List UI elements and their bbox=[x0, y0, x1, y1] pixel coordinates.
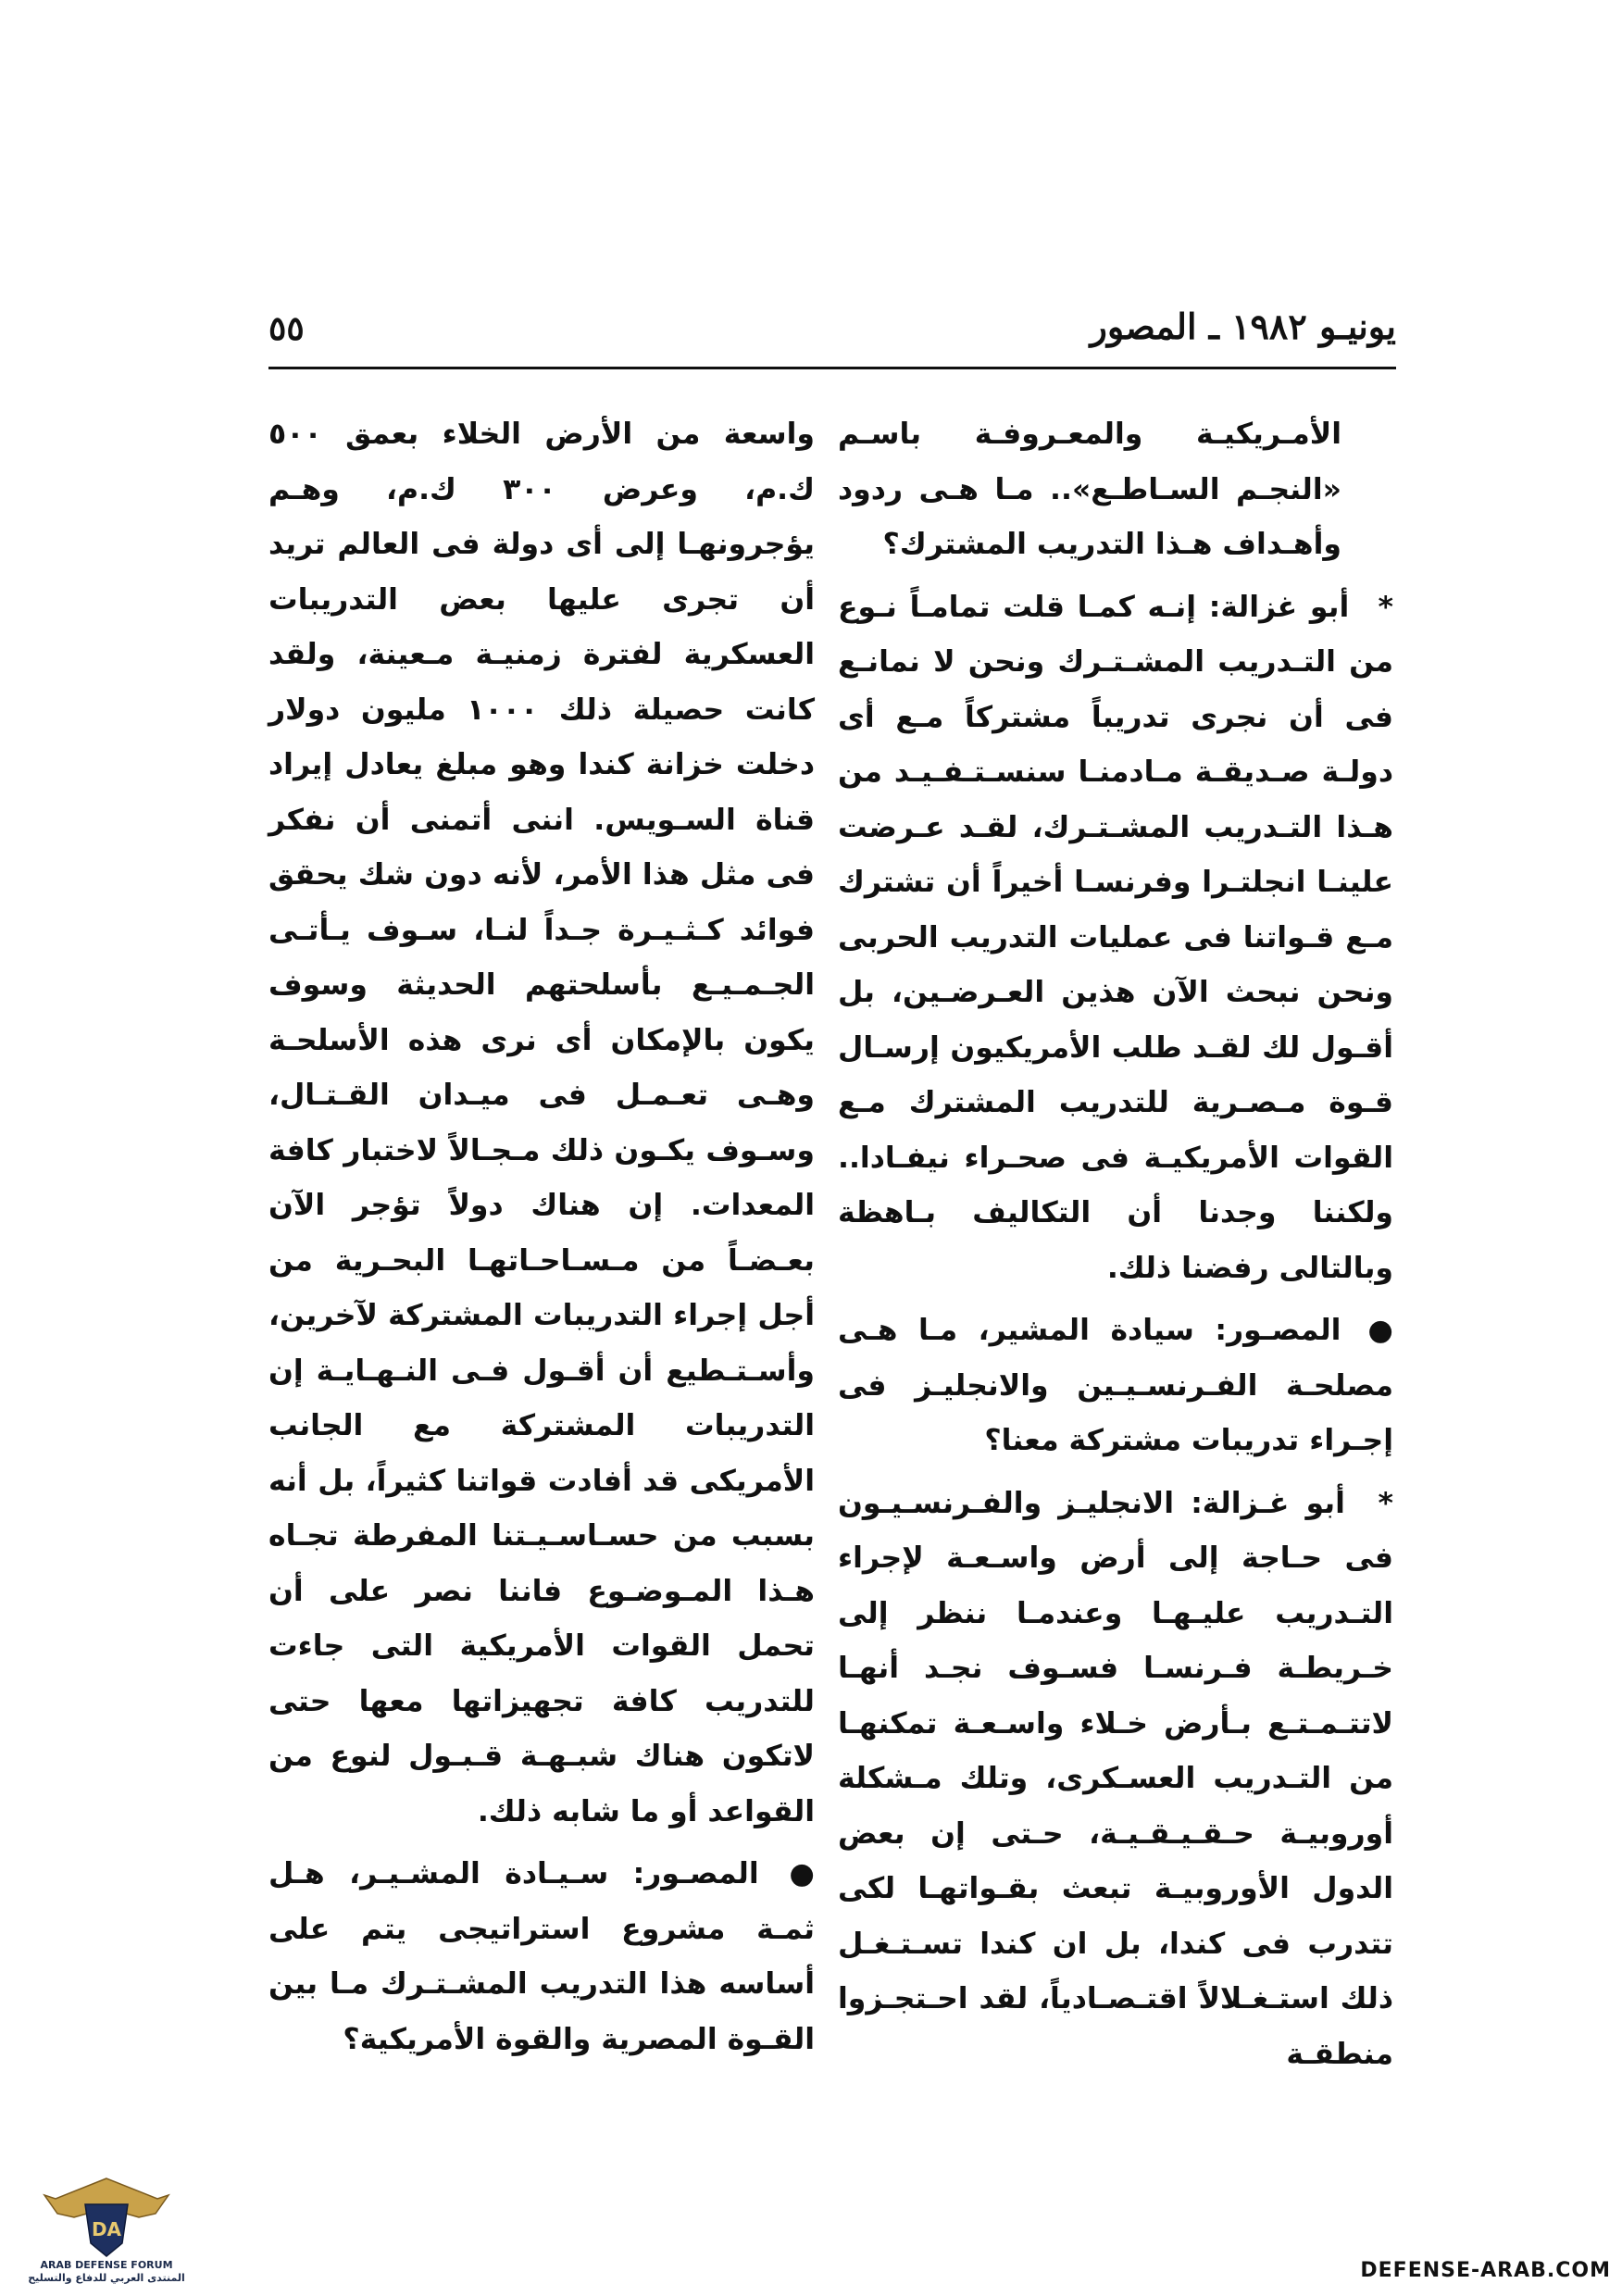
bullet-marker: ● bbox=[1367, 1314, 1394, 1347]
watermark-url: DEFENSE-ARAB.COM bbox=[1360, 2259, 1611, 2282]
forum-name-ar: المنتدى العربي للدفاع والتسليح bbox=[28, 2272, 185, 2284]
paragraph bbox=[268, 1847, 815, 2067]
left-column bbox=[268, 407, 815, 2166]
asterisk-marker: * bbox=[1378, 1486, 1393, 1520]
bullet-marker: ● bbox=[789, 1857, 816, 1890]
header-title: يونيـو ١٩٨٢ ـ المصور bbox=[1090, 306, 1396, 347]
forum-caption bbox=[19, 2259, 194, 2285]
forum-name-en: ARAB DEFENSE FORUM bbox=[40, 2259, 173, 2271]
paragraph bbox=[838, 580, 1393, 1297]
paragraph bbox=[838, 407, 1393, 573]
right-column bbox=[838, 407, 1393, 2166]
asterisk-marker: * bbox=[1378, 590, 1394, 624]
logo-lettering: DA bbox=[91, 2218, 122, 2240]
header-rule bbox=[268, 367, 1396, 369]
paragraph bbox=[838, 1477, 1393, 2083]
paragraph-text: واسعة من الأرض الخلاء بعمق ٥٠٠ ك.م، وعرض ٣٠٠ ك.م، وهـم يؤجرونهـا إلى أى دولة فى العالم تريد أن تجرى عليها بعض التدريبات العسكرية لفترة زمنيـة مـعينة، ولقد كانت حصيلة ذلك ١٠٠٠ مليون دولار دخلت خزانة كندا وهو مبلغ يعادل إيراد قناة السـويس. اننى أتمنى أن نفكر فى مثل هذا الأمر، لأنه دون شك يحقق فوائد كـثـيـرة جـداً لنـا، سـوف يـأتـى الجـمـيـع بأسلحتهم الحديثة وسوف يكون بالإمكان أى نرى هذه الأسلحـة وهـى تعـمـل فى ميـدان القـتـال، وسـوف يكـون ذلك مـجـالاً لاختبار كافة المعدات. إن هناك دولاً تؤجر الآن بعـضـاً من مـسـاحـاتهـا البحـرية من أجل إجراء التدريبات المشتركة لآخرين، وأسـتـطيع أن أقـول فـى النـهـايـة إن التدريبات المشتركة مع الجانب الأمريكى قد أفادت قواتنا كثيراً، بل أنه بسبب من حسـاسـيـتنا المفرطة تجـاه هـذا المـوضـوع فاننا نصر على أن تحمل القوات الأمريكية التى جاءت للتدريب كافة تجهيزاتها معها حتى لاتكون هناك شبـهـة قـبـول لنوع من القواعد أو ما شابه ذلك. bbox=[268, 418, 816, 1828]
paragraph-text: المصـور: سيادة المشير، مـا هـى مصلحـة الفـرنسـيـين والانجليـز فى إجـراء تدريبات مشتركة معنا؟ bbox=[838, 1314, 1393, 1457]
page-header bbox=[268, 306, 1396, 361]
paragraph bbox=[838, 1304, 1393, 1469]
paragraph bbox=[268, 407, 815, 1840]
paragraph-text: الأمـريكيـة والمعـروفـة باسـم «النجـم السـاطـع».. مـا هـى ردود وأهـداف هـذا التدريب المشترك؟ bbox=[838, 418, 1341, 561]
paragraph-text: المصـور: سـيـادة المشـيـر، هـل ثمـة مشروع استراتيجى يتم على أساسه هذا التدريب المشـتـرك مـا بين القـوة المصرية والقوة الأمريكية؟ bbox=[268, 1857, 815, 2056]
paragraph-text: أبو غـزالة: الانجليـز والفـرنسـيـون فى حـاجة إلى أرض واسـعـة لإجراء التـدريب عليـهـا وعندمـا ننظر إلى خـريطـة فـرنسـا فسـوف نجـد أنهـا لاتتـمـتـع بـأرض خـلاء واسـعـة تمكنهـا من التـدريب العسـكرى، وتلك مـشكلة أوروبيـة حـقـيـقـيـة، حـتى إن بعض الدول الأوروبيـة تبعث بقـواتهـا لكى تتدرب فى كندا، بل ان كندا تسـتـغـل ذلك استـغـلالاً اقتـصـادياً، لقد احـتجـزوا منطقـة bbox=[838, 1486, 1393, 2071]
page-number: ٥٥ bbox=[268, 309, 305, 348]
paragraph-text: أبو غزالة: إنـه كمـا قلت تمامـاً نـوع من التـدريب المشـتـرك ونحن لا نمانـع فى أن نجرى تدريباً مشتركاً مـع أى دولـة صـديقـة مـادمنـا سنسـتـفـيـد من هـذا التـدريب المشـتـرك، لقـد عـرضت علينـا انجلتـرا وفرنسـا أخيراً أن تشترك مـع قـواتنا فى عمليات التدريب الحربى ونحن نبحث الآن هذين العـرضـين، بل أقـول لك لقـد طلب الأمريكيون إرسـال قـوة مـصـرية للتدريب المشترك مـع القوات الأمريكيـة فى صحـراء نيفـادا.. ولكننا وجدنا أن التكاليف بـاهظة وبالتالى رفضنا ذلك. bbox=[838, 590, 1393, 1285]
